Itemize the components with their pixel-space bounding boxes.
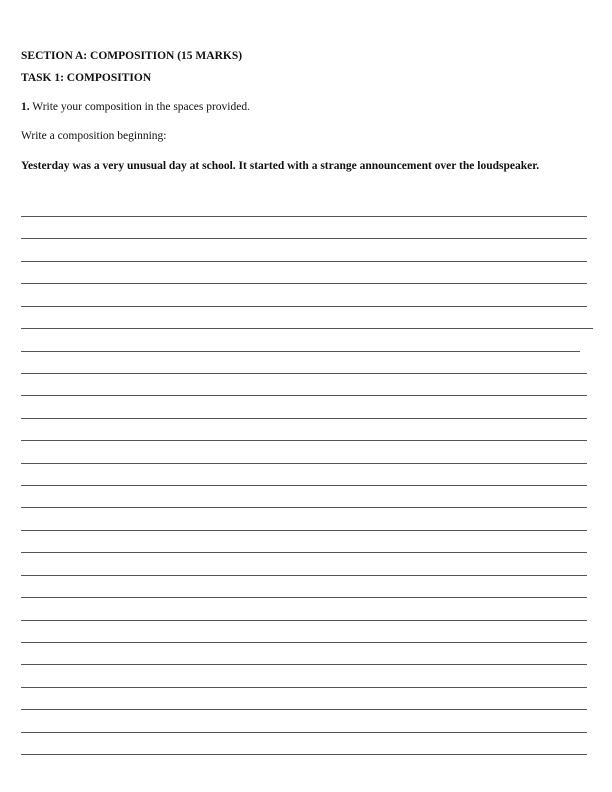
answer-line[interactable]	[21, 238, 587, 239]
answer-line[interactable]	[21, 306, 587, 307]
answer-line[interactable]	[21, 261, 587, 262]
question-number: 1.	[21, 101, 30, 113]
answer-line[interactable]	[21, 530, 587, 531]
instruction-text: Write your composition in the spaces provided.	[32, 101, 250, 113]
answer-line[interactable]	[21, 463, 587, 464]
answer-line[interactable]	[21, 351, 580, 352]
answer-line[interactable]	[21, 732, 587, 733]
answer-line[interactable]	[21, 709, 587, 710]
answer-line[interactable]	[21, 216, 587, 217]
task-heading: TASK 1: COMPOSITION	[21, 72, 152, 84]
answer-line[interactable]	[21, 418, 587, 419]
answer-line[interactable]	[21, 552, 587, 553]
answer-line[interactable]	[21, 754, 587, 755]
answer-line[interactable]	[21, 575, 587, 576]
answer-line[interactable]	[21, 507, 587, 508]
answer-line[interactable]	[21, 485, 587, 486]
answer-line[interactable]	[21, 597, 587, 598]
answer-line[interactable]	[21, 642, 587, 643]
answer-line[interactable]	[21, 373, 587, 374]
answer-line[interactable]	[21, 328, 593, 329]
composition-prompt: Yesterday was a very unusual day at school. It started with a strange announcement over the loudspeaker.	[21, 160, 540, 172]
answer-line[interactable]	[21, 395, 587, 396]
question-instruction	[21, 101, 250, 114]
answer-line[interactable]	[21, 664, 587, 665]
answer-line[interactable]	[21, 687, 587, 688]
answer-line[interactable]	[21, 283, 587, 284]
answer-line[interactable]	[21, 620, 587, 621]
section-heading: SECTION A: COMPOSITION (15 MARKS)	[21, 50, 243, 62]
lead-in: Write a composition beginning:	[21, 130, 167, 142]
answer-line[interactable]	[21, 440, 587, 441]
